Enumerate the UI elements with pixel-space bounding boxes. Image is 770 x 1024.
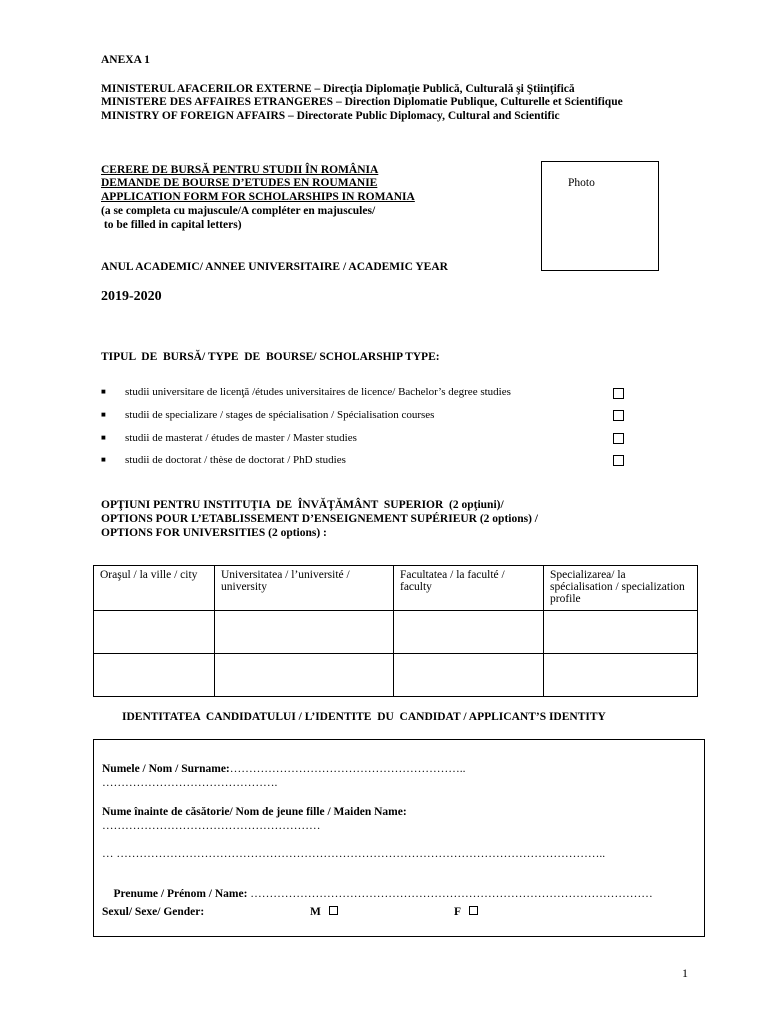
bullet-icon: ■: [101, 433, 106, 442]
first-name-dots: ……………………………………………………………………………………………: [247, 888, 653, 900]
option-2-city-cell[interactable]: [94, 654, 215, 697]
header-specialization: Specializarea/ la spécialisation / specialization profile: [544, 566, 698, 611]
table-row: [94, 611, 698, 654]
identity-box: [93, 739, 705, 937]
master-checkbox[interactable]: [613, 433, 624, 444]
bachelor-checkbox[interactable]: [613, 388, 624, 399]
instructions-line-2: to be filled in capital letters): [101, 219, 242, 231]
scholarship-type-bachelor: [101, 386, 511, 398]
annex-label: ANEXA 1: [101, 54, 150, 66]
academic-year-value: 2019-2020: [101, 289, 162, 304]
option-1-university-cell[interactable]: [215, 611, 394, 654]
surname-dots: ……………………………………………………..: [229, 763, 466, 775]
page-number: 1: [682, 966, 688, 980]
ministry-name-en: MINISTRY OF FOREIGN AFFAIRS – Directorate Public Diplomacy, Cultural and Scientific: [101, 110, 560, 122]
options-title-fr: OPTIONS POUR L’ETABLISSEMENT D’ENSEIGNEMENT SUPÉRIEUR (2 options) /: [101, 513, 538, 525]
gender-male-option[interactable]: [310, 906, 338, 918]
scholarship-type-label: studii universitare de licenţă /études universitaires de licence/ Bachelor’s degree studies: [125, 386, 511, 398]
header-city: Oraşul / la ville / city: [94, 566, 215, 611]
option-2-specialization-cell[interactable]: [544, 654, 698, 697]
ministry-name-ro: MINISTERUL AFACERILOR EXTERNE – Direcţia Diplomaţie Publică, Culturală şi Ştiinţifică: [101, 83, 575, 95]
specialisation-checkbox[interactable]: [613, 410, 624, 421]
photo-box[interactable]: [541, 161, 659, 271]
scholarship-type-label: studii de masterat / études de master / Master studies: [125, 432, 357, 444]
form-title-fr: DEMANDE DE BOURSE D’ETUDES EN ROUMANIE: [101, 177, 378, 189]
female-label: F: [454, 906, 462, 918]
scholarship-type-specialisation: [101, 409, 434, 421]
scholarship-type-title: TIPUL DE BURSĂ/ TYPE DE BOURSE/ SCHOLARSHIP TYPE:: [101, 351, 440, 363]
header-university: Universitatea / l’université / university: [215, 566, 394, 611]
gender-label: Sexul/ Sexe/ Gender:: [102, 906, 205, 918]
maiden-name-continuation[interactable]: … ………………………………………………………………………………………………………………..: [102, 848, 606, 860]
maiden-name-label: Nume înainte de căsătorie/ Nom de jeune fille / Maiden Name:: [102, 806, 407, 818]
academic-year-label: ANUL ACADEMIC/ ANNEE UNIVERSITAIRE / ACADEMIC YEAR: [101, 261, 448, 273]
bullet-icon: ■: [101, 410, 106, 419]
option-2-university-cell[interactable]: [215, 654, 394, 697]
table-header-row: [94, 566, 698, 611]
surname-continuation[interactable]: ……………………………………….: [102, 777, 278, 789]
options-title-en: OPTIONS FOR UNIVERSITIES (2 options) :: [101, 527, 327, 539]
scholarship-type-phd: [101, 454, 346, 466]
option-2-faculty-cell[interactable]: [394, 654, 544, 697]
bullet-icon: ■: [101, 455, 106, 464]
phd-checkbox[interactable]: [613, 455, 624, 466]
options-title-ro: OPŢIUNI PENTRU INSTITUŢIA DE ÎNVĂŢĂMÂNT SUPERIOR (2 opţiuni)/: [101, 499, 504, 511]
identity-section-title: IDENTITATEA CANDIDATULUI / L’IDENTITE DU CANDIDAT / APPLICANT’S IDENTITY: [122, 711, 606, 723]
photo-label: Photo: [568, 177, 595, 189]
male-label: M: [310, 906, 321, 918]
scholarship-type-label: studii de doctorat / thèse de doctorat / PhD studies: [125, 454, 346, 466]
university-options-table: [93, 565, 698, 697]
gender-female-option[interactable]: [454, 906, 478, 918]
option-1-city-cell[interactable]: [94, 611, 215, 654]
option-1-faculty-cell[interactable]: [394, 611, 544, 654]
ministry-name-fr: MINISTERE DES AFFAIRES ETRANGERES – Direction Diplomatie Publique, Culturelle et Scientifique: [101, 96, 623, 108]
form-title-en: APPLICATION FORM FOR SCHOLARSHIPS IN ROMANIA: [101, 191, 415, 203]
bullet-icon: ■: [101, 387, 106, 396]
scholarship-type-master: [101, 432, 357, 444]
table-row: [94, 654, 698, 697]
header-faculty: Facultatea / la faculté / faculty: [394, 566, 544, 611]
male-checkbox[interactable]: [329, 906, 338, 915]
form-title-ro: CERERE DE BURSĂ PENTRU STUDII ÎN ROMÂNIA: [101, 164, 379, 176]
option-1-specialization-cell[interactable]: [544, 611, 698, 654]
first-name-label: Prenume / Prénom / Name:: [113, 888, 248, 900]
maiden-name-field[interactable]: …………………………………………………: [102, 820, 321, 832]
scholarship-type-label: studii de specializare / stages de spécialisation / Spécialisation courses: [125, 409, 435, 421]
surname-field[interactable]: [102, 763, 466, 775]
instructions-line-1: (a se completa cu majuscule/A compléter en majuscules/: [101, 205, 376, 217]
female-checkbox[interactable]: [469, 906, 478, 915]
surname-label: Numele / Nom / Surname:: [102, 763, 230, 775]
